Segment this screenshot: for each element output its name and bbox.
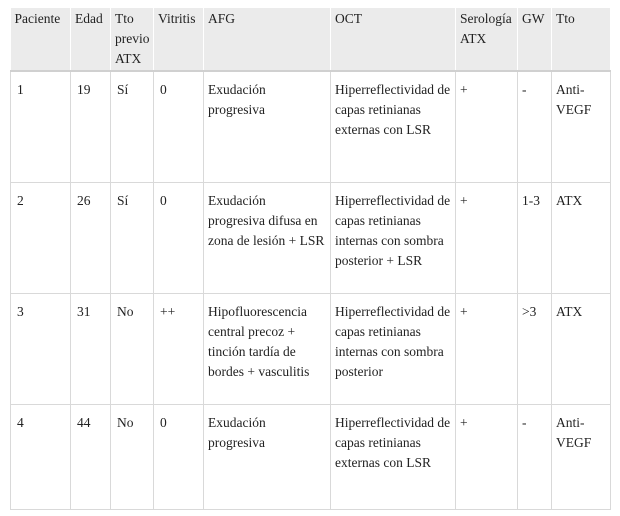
table-row [11,71,611,182]
cell-gw: 1-3 [518,182,552,293]
cell-edad: 31 [71,293,111,404]
header-oct: OCT [331,8,456,71]
cell-edad: 19 [71,71,111,182]
cell-tto-previo: Sí [111,71,154,182]
header-vitritis: Vitritis [154,8,204,71]
cell-edad: 44 [71,404,111,509]
cell-paciente: 2 [11,182,71,293]
cell-oct: Hiperreflectividad de capas retinianas externas con LSR [331,404,456,509]
table-header [11,8,611,71]
header-tto: Tto [552,8,611,71]
cell-paciente: 1 [11,71,71,182]
header-serologia: Serología ATX [456,8,518,71]
cell-vitritis: 0 [154,71,204,182]
cell-serologia: + [456,293,518,404]
cell-gw: - [518,71,552,182]
header-paciente: Paciente [11,8,71,71]
table-row [11,182,611,293]
cell-tto: ATX [552,182,611,293]
cell-paciente: 3 [11,293,71,404]
clinical-data-table [10,8,611,510]
cell-oct: Hiperreflectividad de capas retinianas internas con sombra posterior [331,293,456,404]
cell-afg: Exudación progresiva [204,71,331,182]
cell-paciente: 4 [11,404,71,509]
header-afg: AFG [204,8,331,71]
cell-serologia: + [456,71,518,182]
cell-oct: Hiperreflectividad de capas retinianas externas con LSR [331,71,456,182]
header-gw: GW [518,8,552,71]
table-row [11,404,611,509]
cell-afg: Exudación progresiva difusa en zona de lesión + LSR [204,182,331,293]
cell-tto-previo: No [111,404,154,509]
header-row [11,8,611,71]
cell-edad: 26 [71,182,111,293]
cell-serologia: + [456,182,518,293]
cell-afg: Hipofluorescencia central precoz + tinción tardía de bordes + vasculitis [204,293,331,404]
cell-tto-previo: Sí [111,182,154,293]
cell-vitritis: ++ [154,293,204,404]
cell-vitritis: 0 [154,182,204,293]
cell-oct: Hiperreflectividad de capas retinianas internas con sombra posterior + LSR [331,182,456,293]
cell-tto: Anti-VEGF [552,71,611,182]
cell-tto: Anti-VEGF [552,404,611,509]
cell-gw: >3 [518,293,552,404]
cell-tto-previo: No [111,293,154,404]
cell-gw: - [518,404,552,509]
cell-afg: Exudación progresiva [204,404,331,509]
cell-serologia: + [456,404,518,509]
table-body [11,71,611,509]
header-edad: Edad [71,8,111,71]
cell-vitritis: 0 [154,404,204,509]
cell-tto: ATX [552,293,611,404]
header-tto-previo: Tto previo ATX [111,8,154,71]
table-row [11,293,611,404]
